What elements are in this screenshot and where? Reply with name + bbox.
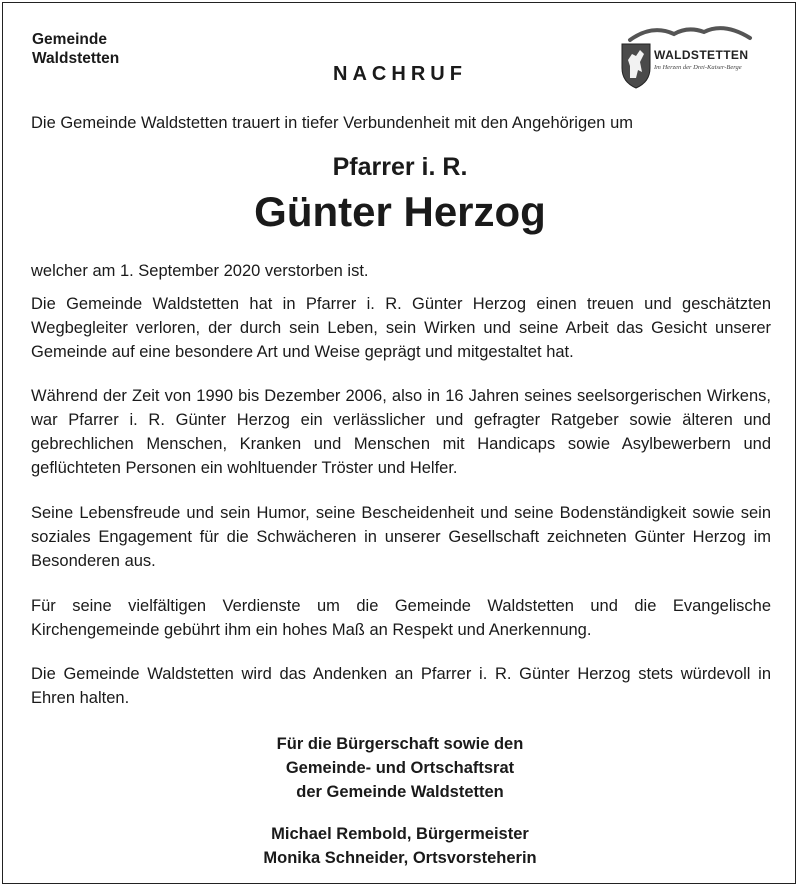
signature-line: Gemeinde- und Ortschaftsrat [285, 759, 515, 777]
signature-line: Für die Bürgerschaft sowie den [276, 735, 524, 753]
body-paragraph: Die Gemeinde Waldstetten hat in Pfarrer i. R. Günter Herzog einen treuen und geschätzten Wegbegleiter verloren, der durch sein Leben, sein Wirken und seine Arbeit das Gesicht unserer Gemeinde auf eine besondere Art und Weise geprägt und mitgestaltet hat. [31, 295, 771, 361]
body-paragraph: Seine Lebensfreude und sein Humor, seine Bescheidenheit und seine Bodenständigkeit sowie sein soziales Engagement für die Schwächeren in unserer Gesellschaft zeichneten Günter Herzog im Besonderen aus. [31, 504, 771, 570]
signature-line: der Gemeinde Waldstetten [296, 783, 504, 801]
logo-wordmark: WALDSTETTEN [654, 48, 749, 62]
deceased-title: Pfarrer i. R. [332, 153, 468, 181]
logo-tagline: Im Herzen der Drei-Kaiser-Berge [654, 64, 742, 71]
signature-group [0, 732, 800, 804]
signatory-name: Michael Rembold, Bürgermeister [271, 825, 529, 843]
death-date-line: welcher am 1. September 2020 verstorben ist. [31, 262, 369, 280]
body-paragraph: Die Gemeinde Waldstetten wird das Andenken an Pfarrer i. R. Günter Herzog stets würdevoll in Ehren halten. [31, 665, 771, 707]
body-paragraph: Während der Zeit von 1990 bis Dezember 2006, also in 16 Jahren seines seelsorgerischen Wirkens, war Pfarrer i. R. Günter Herzog ein verlässlicher und gefragter Ratgeber sowie älteren und gebrechlichen Menschen, Kranken und Menschen mit Handicaps sowie Asylbewerbern und geflüchteten Personen ein wohltuender Tröster und Helfer. [31, 387, 771, 477]
intro-text: Die Gemeinde Waldstetten trauert in tiefer Verbundenheit mit den Angehörigen um [31, 114, 633, 132]
deceased-name: Günter Herzog [254, 188, 546, 235]
signatories [0, 822, 800, 870]
municipality-logo [612, 20, 772, 90]
signatory-name: Monika Schneider, Ortsvorsteherin [263, 849, 537, 867]
notice-heading: NACHRUF [333, 63, 467, 85]
body-paragraph: Für seine vielfältigen Verdienste um die Gemeinde Waldstetten und die Evangelische Kirchengemeinde gebührt ihm ein hohes Maß an Respekt und Anerkennung. [31, 597, 771, 639]
sender-line: Gemeinde [32, 31, 107, 48]
coat-of-arms-icon [622, 44, 650, 88]
sender-line: Waldstetten [32, 50, 120, 67]
